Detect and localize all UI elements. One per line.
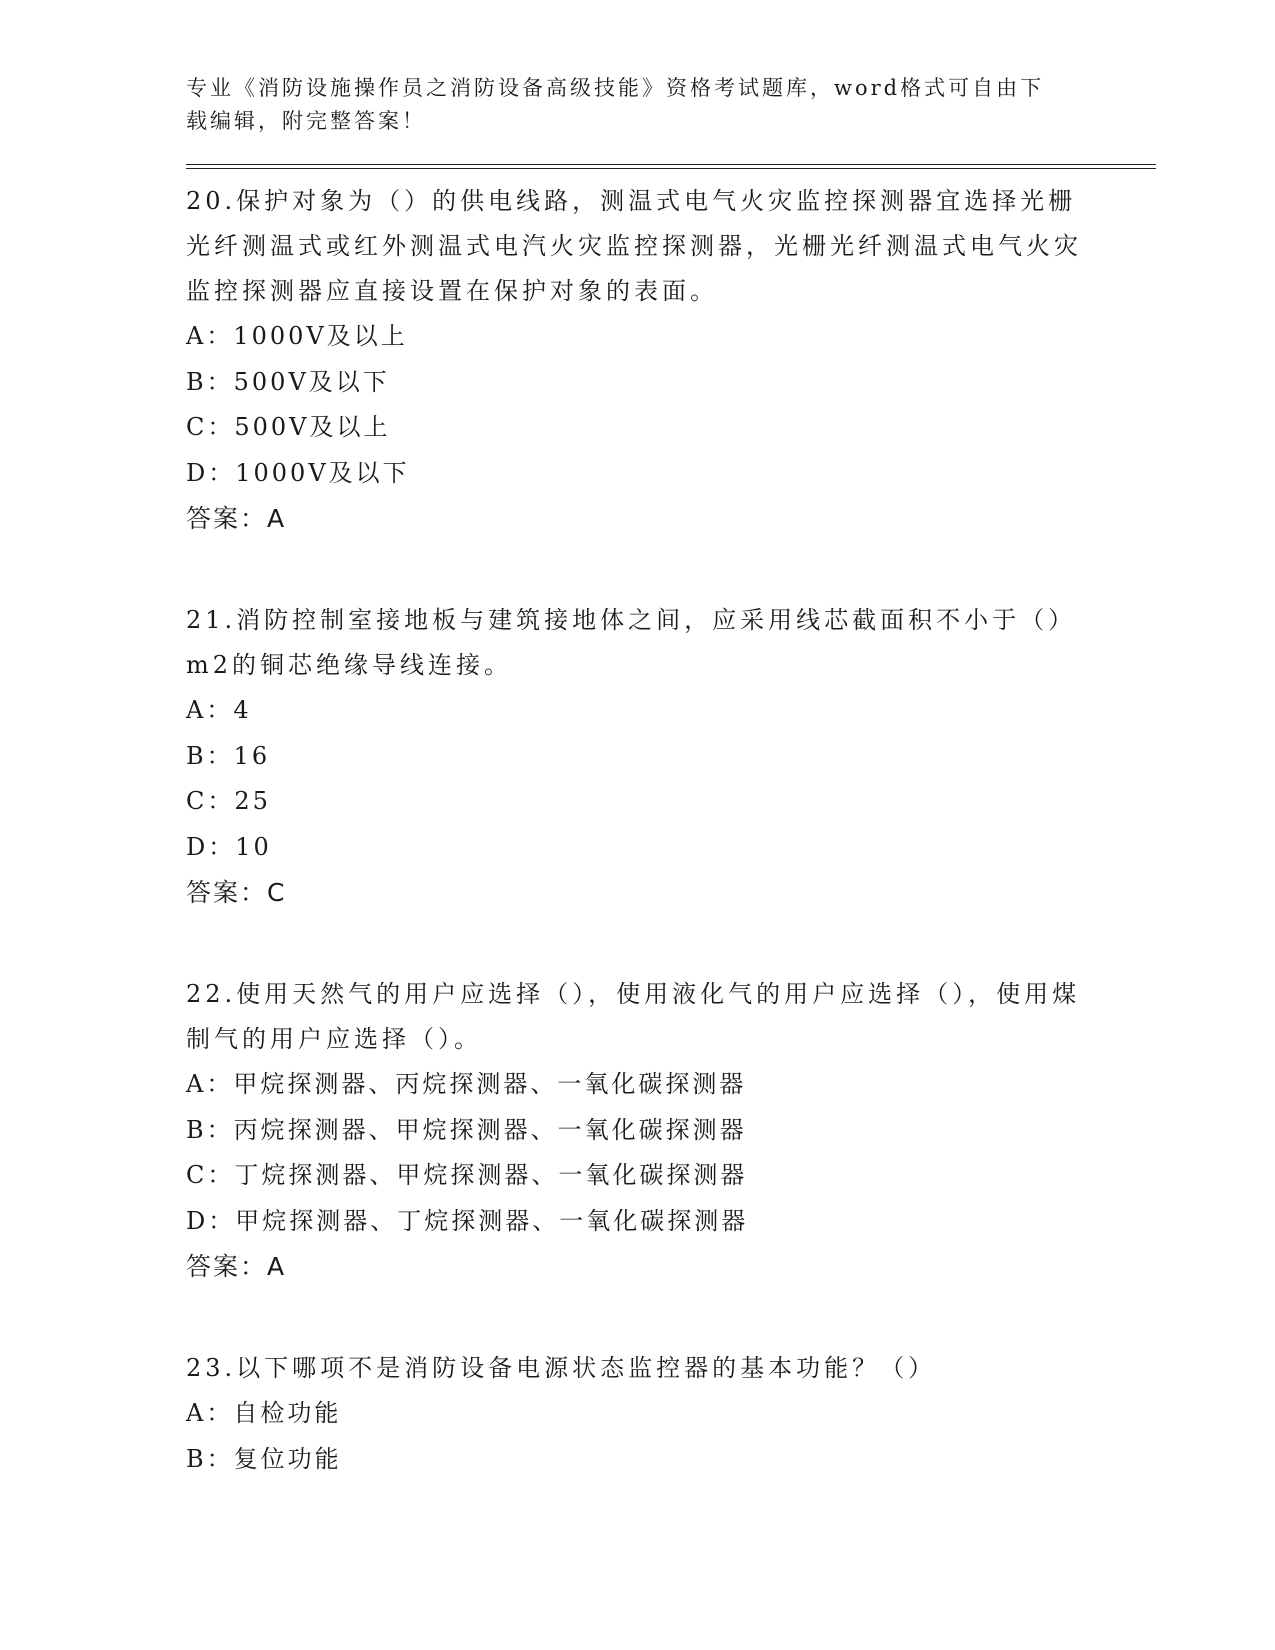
option-d: D：甲烷探测器、丁烷探测器、一氧化碳探测器 (186, 1206, 749, 1235)
option-c: C：25 (186, 787, 271, 815)
document-intro: 专业《消防设施操作员之消防设备高级技能》资格考试题库，word格式可自由下载编辑，附完整答案！ (186, 76, 1045, 133)
document-page (186, 72, 1166, 1482)
option-c: C：500V及以上 (186, 413, 391, 441)
option-a: A：甲烷探测器、丙烷探测器、一氧化碳探测器 (186, 1070, 747, 1098)
question-21 (186, 598, 1166, 916)
option-d: D：10 (186, 832, 272, 861)
option-b: B：丙烷探测器、甲烷探测器、一氧化碳探测器 (186, 1115, 747, 1144)
option-d: D：1000V及以下 (186, 458, 410, 487)
option-a: A：1000V及以上 (186, 322, 408, 350)
option-b: B：复位功能 (186, 1444, 342, 1473)
question-stem: 20.保护对象为（）的供电线路，测温式电气火灾监控探测器宜选择光栅光纤测温式或红外测温式电汽火灾监控探测器，光栅光纤测温式电气火灾监控探测器应直接设置在保护对象的表面。 (186, 187, 1082, 305)
question-22 (186, 972, 1166, 1290)
option-c: C：丁烷探测器、甲烷探测器、一氧化碳探测器 (186, 1161, 748, 1189)
option-b: B：16 (186, 741, 271, 770)
answer-line: 答案：A (186, 504, 287, 533)
header-double-rule (186, 164, 1156, 169)
answer-line: 答案：C (186, 878, 287, 907)
option-b: B：500V及以下 (186, 367, 390, 396)
question-20 (186, 179, 1166, 542)
answer-line: 答案：A (186, 1252, 287, 1281)
option-a: A：自检功能 (186, 1399, 342, 1427)
question-stem: 22.使用天然气的用户应选择（），使用液化气的用户应选择（），使用煤制气的用户应选择（）。 (186, 980, 1081, 1053)
option-a: A：4 (186, 696, 252, 724)
question-stem: 23.以下哪项不是消防设备电源状态监控器的基本功能？（） (186, 1354, 937, 1382)
question-stem: 21.消防控制室接地板与建筑接地体之间，应采用线芯截面积不小于（）m2的铜芯绝缘导线连接。 (186, 606, 1077, 679)
question-23 (186, 1346, 1166, 1482)
